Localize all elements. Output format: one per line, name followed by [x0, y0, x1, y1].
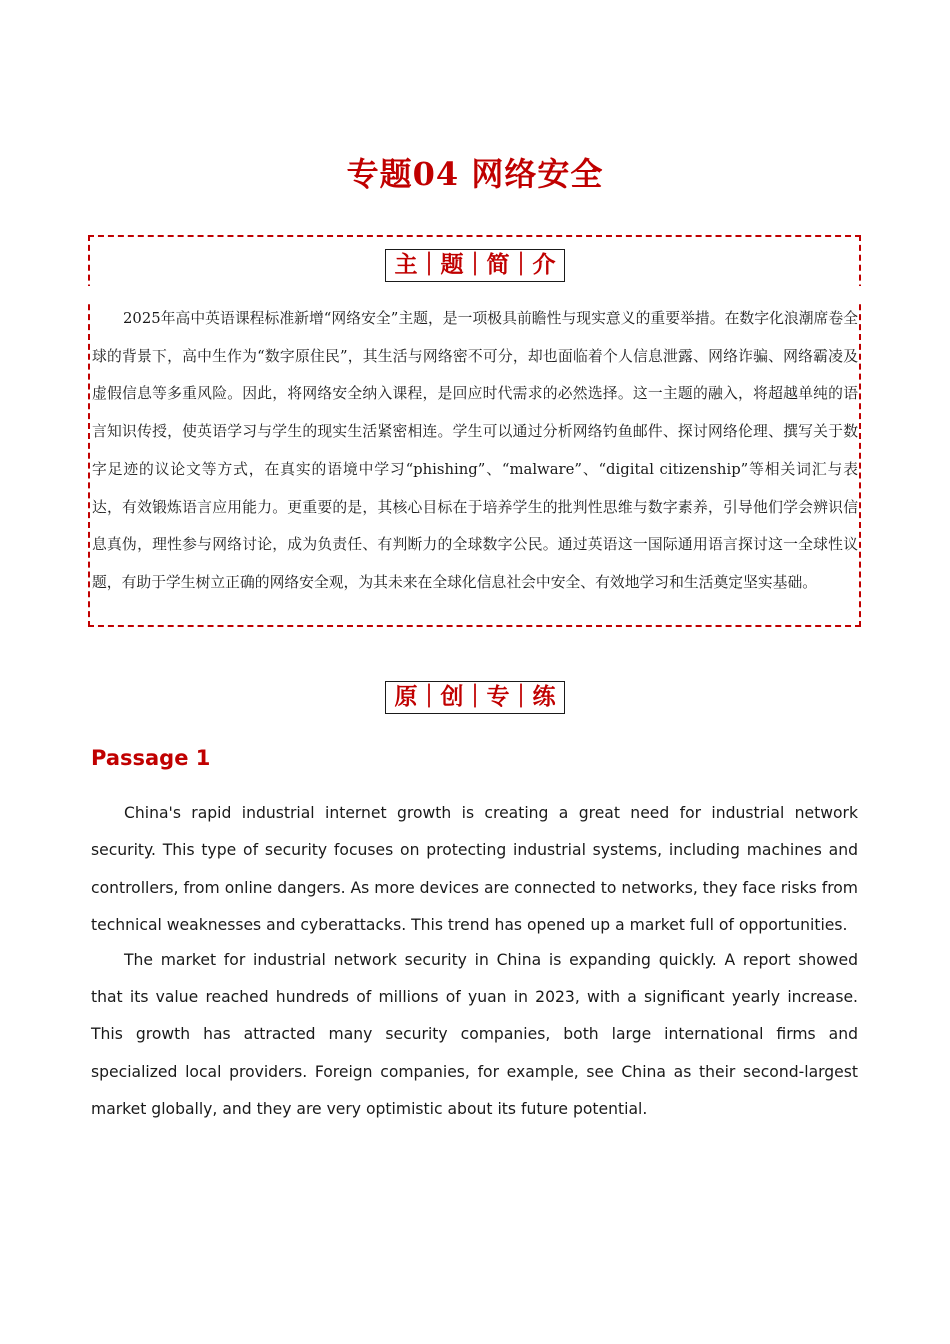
passage-body — [91, 795, 858, 1126]
intro-heading: 主｜题｜简｜介 — [385, 249, 565, 282]
passage-paragraph: China's rapid industrial internet growth is creating a great need for industrial network security. This type of security focuses on protecting industrial systems, including machines and controllers, from online dangers. As more devices are connected to networks, they face risks from technical weaknesses and cyberattacks. This trend has opened up a market full of opportunities. — [91, 804, 858, 934]
intro-paragraph: 2025年高中英语课程标准新增“网络安全”主题，是一项极具前瞻性与现实意义的重要举措。在数字化浪潮席卷全球的背景下，高中生作为“数字原住民”，其生活与网络密不可分，却也面临着个人信息泄露、网络诈骗、网络霸凌及虚假信息等多重风险。因此，将网络安全纳入课程，是回应时代需求的必然选择。这一主题的融入，将超越单纯的语言知识传授，使英语学习与学生的现实生活紧密相连。学生可以通过分析网络钓鱼邮件、探讨网络伦理、撰写关于数字足迹的议论文等方式，在真实的语境中学习“phishing”、“malware”、“digital citizenship”等相关词汇与表达，有效锻炼语言应用能力。更重要的是，其核心目标在于培养学生的批判性思维与数字素养，引导他们学会辨识信息真伪，理性参与网络讨论，成为负责任、有判断力的全球数字公民。通过英语这一国际通用语言探讨这一全球性议题，有助于学生树立正确的网络安全观，为其未来在全球化信息社会中安全、有效地学习和生活奠定坚实基础。 — [92, 310, 858, 591]
passage-paragraph: The market for industrial network security in China is expanding quickly. A report showed that its value reached hundreds of millions of yuan in 2023, with a significant yearly increase. This growth has attracted many security companies, both large international firms and specialized local providers. Foreign companies, for example, see China as their second-largest market globally, and they are very optimistic about its future potential. — [91, 950, 858, 1118]
passage-title: Passage 1 — [91, 746, 211, 770]
page-title: 专题04 网络安全 — [346, 155, 604, 194]
practice-heading: 原｜创｜专｜练 — [385, 681, 565, 714]
